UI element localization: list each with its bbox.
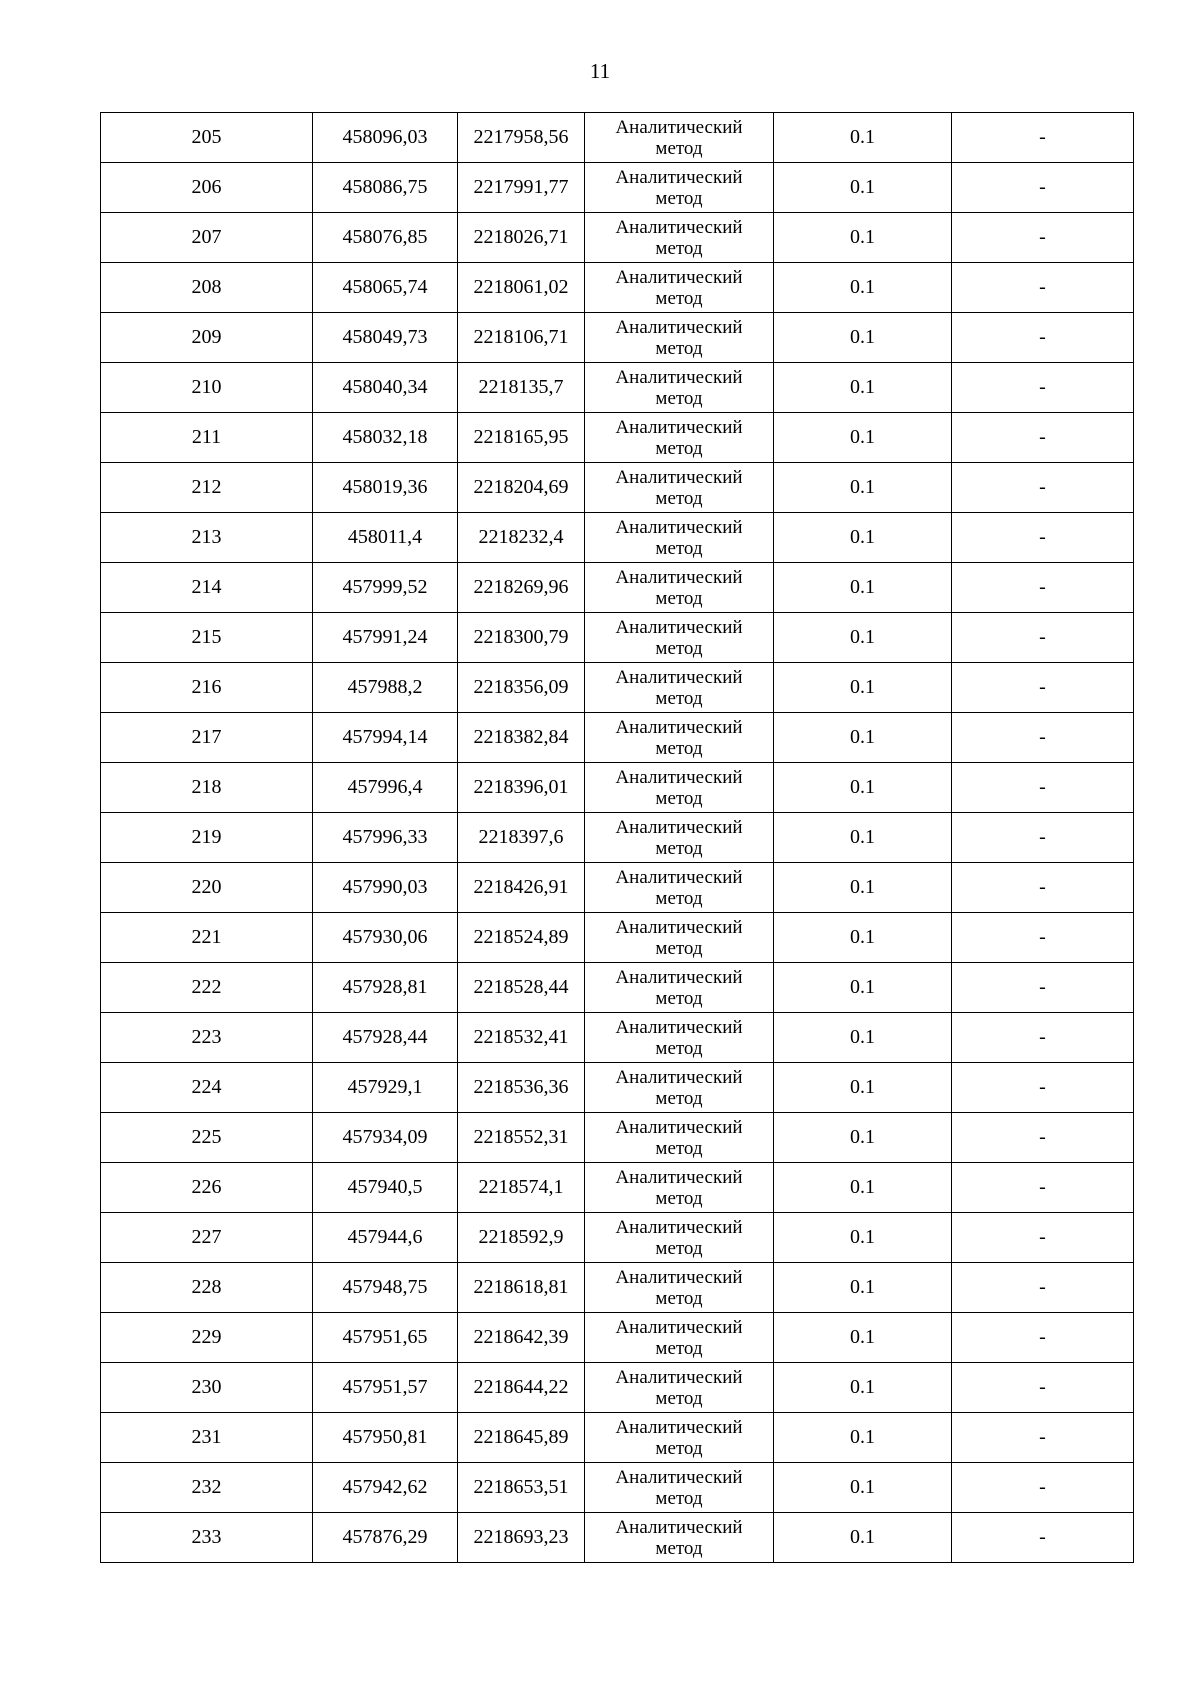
- accuracy-cell: 0.1: [774, 1463, 952, 1513]
- point-id-cell: 212: [101, 463, 313, 513]
- x-coordinate-cell: 457990,03: [313, 863, 458, 913]
- method-line-2: метод: [655, 1237, 703, 1259]
- method-line-2: метод: [655, 1137, 703, 1159]
- method-cell: [585, 113, 774, 163]
- accuracy-cell: 0.1: [774, 313, 952, 363]
- accuracy-cell: 0.1: [774, 213, 952, 263]
- note-cell: -: [952, 1163, 1134, 1213]
- accuracy-cell: 0.1: [774, 813, 952, 863]
- y-coordinate-cell: 2218524,89: [458, 913, 585, 963]
- accuracy-cell: 0.1: [774, 613, 952, 663]
- method-cell: [585, 963, 774, 1013]
- method-line-1: Аналитический: [615, 516, 743, 538]
- accuracy-cell: 0.1: [774, 363, 952, 413]
- method-line-2: метод: [655, 387, 703, 409]
- method-cell: [585, 1263, 774, 1313]
- method-cell: [585, 913, 774, 963]
- point-id-cell: 219: [101, 813, 313, 863]
- method-line-2: метод: [655, 737, 703, 759]
- method-line-2: метод: [655, 987, 703, 1009]
- table-row: [101, 1313, 1134, 1363]
- y-coordinate-cell: 2217991,77: [458, 163, 585, 213]
- accuracy-cell: 0.1: [774, 1263, 952, 1313]
- accuracy-cell: 0.1: [774, 863, 952, 913]
- method-cell: [585, 1113, 774, 1163]
- y-coordinate-cell: 2218165,95: [458, 413, 585, 463]
- method-line-1: Аналитический: [615, 1116, 743, 1138]
- accuracy-cell: 0.1: [774, 1313, 952, 1363]
- point-id-cell: 222: [101, 963, 313, 1013]
- point-id-cell: 218: [101, 763, 313, 813]
- y-coordinate-cell: 2218232,4: [458, 513, 585, 563]
- accuracy-cell: 0.1: [774, 913, 952, 963]
- note-cell: -: [952, 1513, 1134, 1563]
- method-cell: [585, 563, 774, 613]
- x-coordinate-cell: 457951,57: [313, 1363, 458, 1413]
- note-cell: -: [952, 763, 1134, 813]
- table-row: [101, 1163, 1134, 1213]
- method-cell: [585, 363, 774, 413]
- x-coordinate-cell: 458019,36: [313, 463, 458, 513]
- note-cell: -: [952, 1263, 1134, 1313]
- table-row: [101, 663, 1134, 713]
- table-row: [101, 413, 1134, 463]
- point-id-cell: 210: [101, 363, 313, 413]
- y-coordinate-cell: 2218269,96: [458, 563, 585, 613]
- x-coordinate-cell: 458011,4: [313, 513, 458, 563]
- method-cell: [585, 713, 774, 763]
- y-coordinate-cell: 2218532,41: [458, 1013, 585, 1063]
- point-id-cell: 227: [101, 1213, 313, 1263]
- point-id-cell: 214: [101, 563, 313, 613]
- method-line-1: Аналитический: [615, 1216, 743, 1238]
- y-coordinate-cell: 2218592,9: [458, 1213, 585, 1263]
- y-coordinate-cell: 2218135,7: [458, 363, 585, 413]
- accuracy-cell: 0.1: [774, 713, 952, 763]
- table-row: [101, 1113, 1134, 1163]
- accuracy-cell: 0.1: [774, 563, 952, 613]
- x-coordinate-cell: 457988,2: [313, 663, 458, 713]
- method-cell: [585, 1213, 774, 1263]
- x-coordinate-cell: 457930,06: [313, 913, 458, 963]
- table-row: [101, 263, 1134, 313]
- method-line-2: метод: [655, 287, 703, 309]
- y-coordinate-cell: 2218644,22: [458, 1363, 585, 1413]
- table-row: [101, 1213, 1134, 1263]
- table-row: [101, 1263, 1134, 1313]
- method-line-2: метод: [655, 687, 703, 709]
- accuracy-cell: 0.1: [774, 1363, 952, 1413]
- method-line-2: метод: [655, 1187, 703, 1209]
- note-cell: -: [952, 1463, 1134, 1513]
- x-coordinate-cell: 457950,81: [313, 1413, 458, 1463]
- method-cell: [585, 413, 774, 463]
- point-id-cell: 230: [101, 1363, 313, 1413]
- x-coordinate-cell: 457951,65: [313, 1313, 458, 1363]
- table-row: [101, 363, 1134, 413]
- method-cell: [585, 863, 774, 913]
- method-line-1: Аналитический: [615, 1266, 743, 1288]
- note-cell: -: [952, 263, 1134, 313]
- method-cell: [585, 763, 774, 813]
- table-row: [101, 213, 1134, 263]
- note-cell: -: [952, 963, 1134, 1013]
- y-coordinate-cell: 2218061,02: [458, 263, 585, 313]
- point-id-cell: 208: [101, 263, 313, 313]
- point-id-cell: 205: [101, 113, 313, 163]
- method-line-1: Аналитический: [615, 166, 743, 188]
- note-cell: -: [952, 1313, 1134, 1363]
- coordinates-table-body: [101, 113, 1134, 1563]
- x-coordinate-cell: 457928,44: [313, 1013, 458, 1063]
- method-cell: [585, 513, 774, 563]
- note-cell: -: [952, 113, 1134, 163]
- method-line-1: Аналитический: [615, 966, 743, 988]
- note-cell: -: [952, 163, 1134, 213]
- note-cell: -: [952, 363, 1134, 413]
- accuracy-cell: 0.1: [774, 1513, 952, 1563]
- method-cell: [585, 263, 774, 313]
- note-cell: -: [952, 1063, 1134, 1113]
- table-row: [101, 813, 1134, 863]
- point-id-cell: 207: [101, 213, 313, 263]
- table-row: [101, 1063, 1134, 1113]
- method-cell: [585, 1313, 774, 1363]
- method-line-2: метод: [655, 537, 703, 559]
- y-coordinate-cell: 2218693,23: [458, 1513, 585, 1563]
- point-id-cell: 225: [101, 1113, 313, 1163]
- x-coordinate-cell: 458040,34: [313, 363, 458, 413]
- method-line-1: Аналитический: [615, 816, 743, 838]
- note-cell: -: [952, 213, 1134, 263]
- point-id-cell: 229: [101, 1313, 313, 1363]
- method-line-1: Аналитический: [615, 716, 743, 738]
- note-cell: -: [952, 313, 1134, 363]
- y-coordinate-cell: 2218026,71: [458, 213, 585, 263]
- point-id-cell: 216: [101, 663, 313, 713]
- table-row: [101, 763, 1134, 813]
- x-coordinate-cell: 457928,81: [313, 963, 458, 1013]
- table-row: [101, 1013, 1134, 1063]
- method-line-2: метод: [655, 1037, 703, 1059]
- x-coordinate-cell: 458076,85: [313, 213, 458, 263]
- method-line-2: метод: [655, 1537, 703, 1559]
- method-cell: [585, 213, 774, 263]
- method-line-2: метод: [655, 337, 703, 359]
- method-cell: [585, 463, 774, 513]
- table-row: [101, 163, 1134, 213]
- method-line-1: Аналитический: [615, 216, 743, 238]
- point-id-cell: 233: [101, 1513, 313, 1563]
- table-row: [101, 713, 1134, 763]
- method-line-2: метод: [655, 187, 703, 209]
- note-cell: -: [952, 1413, 1134, 1463]
- method-line-1: Аналитический: [615, 266, 743, 288]
- point-id-cell: 232: [101, 1463, 313, 1513]
- table-row: [101, 513, 1134, 563]
- method-line-2: метод: [655, 137, 703, 159]
- x-coordinate-cell: 457929,1: [313, 1063, 458, 1113]
- method-cell: [585, 1013, 774, 1063]
- method-line-1: Аналитический: [615, 1516, 743, 1538]
- table-row: [101, 1413, 1134, 1463]
- method-line-1: Аналитический: [615, 366, 743, 388]
- table-row: [101, 1513, 1134, 1563]
- table-row: [101, 1463, 1134, 1513]
- x-coordinate-cell: 457994,14: [313, 713, 458, 763]
- method-cell: [585, 1513, 774, 1563]
- method-cell: [585, 1363, 774, 1413]
- x-coordinate-cell: 457944,6: [313, 1213, 458, 1263]
- table-row: [101, 113, 1134, 163]
- note-cell: -: [952, 413, 1134, 463]
- accuracy-cell: 0.1: [774, 1163, 952, 1213]
- point-id-cell: 224: [101, 1063, 313, 1113]
- accuracy-cell: 0.1: [774, 1113, 952, 1163]
- method-line-1: Аналитический: [615, 1416, 743, 1438]
- x-coordinate-cell: 457934,09: [313, 1113, 458, 1163]
- method-line-1: Аналитический: [615, 866, 743, 888]
- method-line-1: Аналитический: [615, 1066, 743, 1088]
- y-coordinate-cell: 2218204,69: [458, 463, 585, 513]
- method-line-2: метод: [655, 1437, 703, 1459]
- x-coordinate-cell: 457876,29: [313, 1513, 458, 1563]
- note-cell: -: [952, 813, 1134, 863]
- point-id-cell: 226: [101, 1163, 313, 1213]
- accuracy-cell: 0.1: [774, 413, 952, 463]
- y-coordinate-cell: 2218552,31: [458, 1113, 585, 1163]
- method-line-2: метод: [655, 937, 703, 959]
- point-id-cell: 223: [101, 1013, 313, 1063]
- table-row: [101, 863, 1134, 913]
- note-cell: -: [952, 713, 1134, 763]
- table-row: [101, 563, 1134, 613]
- method-line-2: метод: [655, 1387, 703, 1409]
- note-cell: -: [952, 863, 1134, 913]
- method-cell: [585, 163, 774, 213]
- accuracy-cell: 0.1: [774, 663, 952, 713]
- method-line-2: метод: [655, 587, 703, 609]
- method-line-1: Аналитический: [615, 1316, 743, 1338]
- method-line-2: метод: [655, 1287, 703, 1309]
- note-cell: -: [952, 463, 1134, 513]
- accuracy-cell: 0.1: [774, 263, 952, 313]
- accuracy-cell: 0.1: [774, 1013, 952, 1063]
- method-cell: [585, 1063, 774, 1113]
- x-coordinate-cell: 457996,33: [313, 813, 458, 863]
- method-line-2: метод: [655, 1487, 703, 1509]
- table-row: [101, 1363, 1134, 1413]
- accuracy-cell: 0.1: [774, 1413, 952, 1463]
- point-id-cell: 215: [101, 613, 313, 663]
- method-line-1: Аналитический: [615, 1016, 743, 1038]
- note-cell: -: [952, 1213, 1134, 1263]
- note-cell: -: [952, 1363, 1134, 1413]
- method-line-2: метод: [655, 1087, 703, 1109]
- note-cell: -: [952, 513, 1134, 563]
- method-line-1: Аналитический: [615, 1466, 743, 1488]
- y-coordinate-cell: 2218396,01: [458, 763, 585, 813]
- point-id-cell: 209: [101, 313, 313, 363]
- y-coordinate-cell: 2218300,79: [458, 613, 585, 663]
- y-coordinate-cell: 2218356,09: [458, 663, 585, 713]
- accuracy-cell: 0.1: [774, 1213, 952, 1263]
- table-row: [101, 313, 1134, 363]
- method-line-2: метод: [655, 837, 703, 859]
- y-coordinate-cell: 2218618,81: [458, 1263, 585, 1313]
- method-cell: [585, 1413, 774, 1463]
- method-line-2: метод: [655, 437, 703, 459]
- method-line-1: Аналитический: [615, 466, 743, 488]
- table-row: [101, 463, 1134, 513]
- method-cell: [585, 1463, 774, 1513]
- method-line-1: Аналитический: [615, 116, 743, 138]
- method-line-2: метод: [655, 787, 703, 809]
- method-line-2: метод: [655, 1337, 703, 1359]
- x-coordinate-cell: 457942,62: [313, 1463, 458, 1513]
- table-row: [101, 963, 1134, 1013]
- point-id-cell: 213: [101, 513, 313, 563]
- page-number: 11: [589, 59, 611, 83]
- method-line-1: Аналитический: [615, 1166, 743, 1188]
- method-line-1: Аналитический: [615, 916, 743, 938]
- x-coordinate-cell: 458096,03: [313, 113, 458, 163]
- accuracy-cell: 0.1: [774, 513, 952, 563]
- x-coordinate-cell: 458032,18: [313, 413, 458, 463]
- accuracy-cell: 0.1: [774, 463, 952, 513]
- point-id-cell: 217: [101, 713, 313, 763]
- y-coordinate-cell: 2218106,71: [458, 313, 585, 363]
- method-cell: [585, 663, 774, 713]
- y-coordinate-cell: 2218426,91: [458, 863, 585, 913]
- method-line-2: метод: [655, 237, 703, 259]
- point-id-cell: 206: [101, 163, 313, 213]
- point-id-cell: 211: [101, 413, 313, 463]
- x-coordinate-cell: 457940,5: [313, 1163, 458, 1213]
- y-coordinate-cell: 2218574,1: [458, 1163, 585, 1213]
- method-line-1: Аналитический: [615, 666, 743, 688]
- note-cell: -: [952, 1113, 1134, 1163]
- point-id-cell: 221: [101, 913, 313, 963]
- accuracy-cell: 0.1: [774, 163, 952, 213]
- method-line-1: Аналитический: [615, 316, 743, 338]
- method-line-1: Аналитический: [615, 616, 743, 638]
- x-coordinate-cell: 457996,4: [313, 763, 458, 813]
- y-coordinate-cell: 2218382,84: [458, 713, 585, 763]
- method-line-1: Аналитический: [615, 766, 743, 788]
- coordinates-table: [100, 112, 1134, 1563]
- x-coordinate-cell: 458086,75: [313, 163, 458, 213]
- y-coordinate-cell: 2218528,44: [458, 963, 585, 1013]
- y-coordinate-cell: 2218397,6: [458, 813, 585, 863]
- y-coordinate-cell: 2217958,56: [458, 113, 585, 163]
- accuracy-cell: 0.1: [774, 113, 952, 163]
- method-cell: [585, 813, 774, 863]
- y-coordinate-cell: 2218653,51: [458, 1463, 585, 1513]
- method-cell: [585, 613, 774, 663]
- note-cell: -: [952, 1013, 1134, 1063]
- table-row: [101, 913, 1134, 963]
- note-cell: -: [952, 613, 1134, 663]
- accuracy-cell: 0.1: [774, 763, 952, 813]
- method-line-2: метод: [655, 887, 703, 909]
- table-row: [101, 613, 1134, 663]
- y-coordinate-cell: 2218536,36: [458, 1063, 585, 1113]
- y-coordinate-cell: 2218642,39: [458, 1313, 585, 1363]
- note-cell: -: [952, 663, 1134, 713]
- x-coordinate-cell: 458065,74: [313, 263, 458, 313]
- method-line-1: Аналитический: [615, 1366, 743, 1388]
- accuracy-cell: 0.1: [774, 963, 952, 1013]
- method-line-2: метод: [655, 487, 703, 509]
- x-coordinate-cell: 457948,75: [313, 1263, 458, 1313]
- accuracy-cell: 0.1: [774, 1063, 952, 1113]
- note-cell: -: [952, 563, 1134, 613]
- x-coordinate-cell: 457991,24: [313, 613, 458, 663]
- method-cell: [585, 313, 774, 363]
- method-line-2: метод: [655, 637, 703, 659]
- point-id-cell: 231: [101, 1413, 313, 1463]
- point-id-cell: 220: [101, 863, 313, 913]
- x-coordinate-cell: 458049,73: [313, 313, 458, 363]
- method-line-1: Аналитический: [615, 566, 743, 588]
- point-id-cell: 228: [101, 1263, 313, 1313]
- y-coordinate-cell: 2218645,89: [458, 1413, 585, 1463]
- note-cell: -: [952, 913, 1134, 963]
- method-cell: [585, 1163, 774, 1213]
- method-line-1: Аналитический: [615, 416, 743, 438]
- x-coordinate-cell: 457999,52: [313, 563, 458, 613]
